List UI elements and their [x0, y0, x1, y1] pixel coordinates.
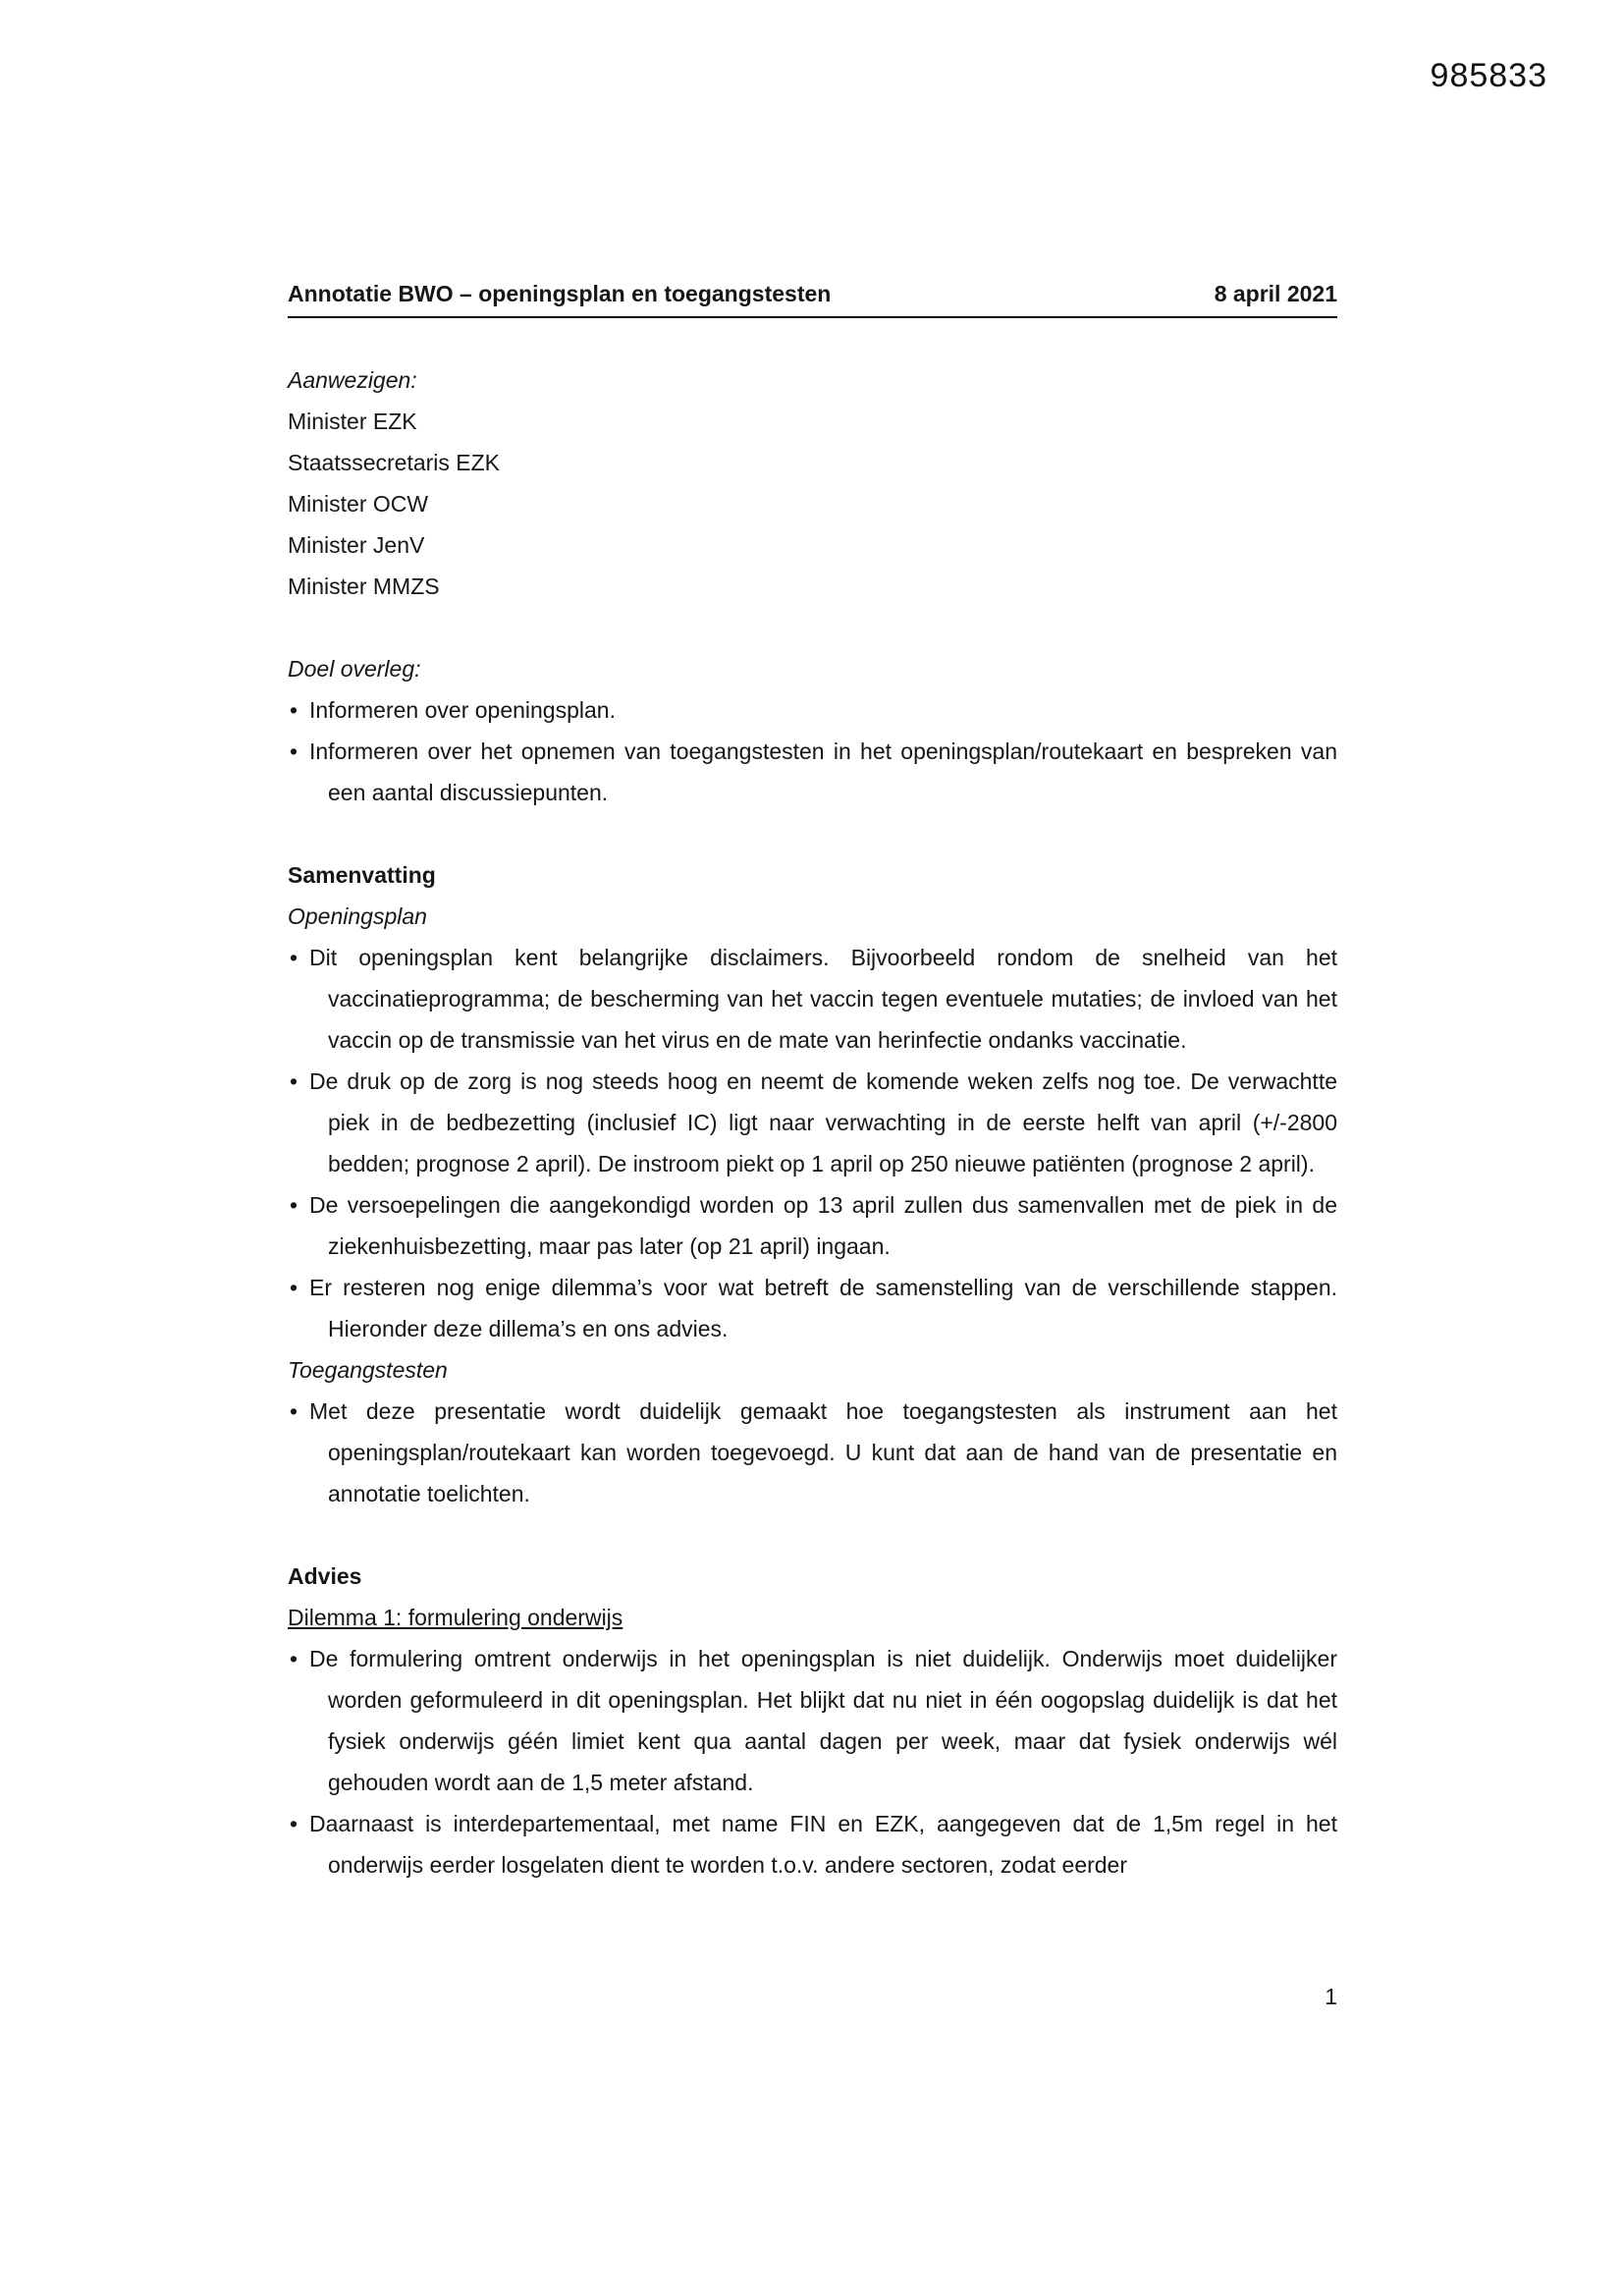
- advice-heading: Advies: [288, 1563, 362, 1589]
- summary-section: [288, 854, 1337, 1514]
- attendee-item: Minister MMZS: [288, 574, 440, 599]
- document-body: [288, 273, 1337, 1886]
- doc-number: 985833: [1430, 57, 1547, 94]
- attendee-item: Minister JenV: [288, 532, 425, 558]
- advice-bullet: • Daarnaast is interdepartementaal, met name FIN en EZK, aangegeven dat de 1,5m regel in het onderwijs eerder losgelaten dient te worden t.o.v. andere sectoren, zodat eerder: [288, 1803, 1337, 1886]
- attendee-item: Minister EZK: [288, 409, 417, 434]
- doc-date: 8 april 2021: [1214, 281, 1337, 306]
- attendee-item: Minister OCW: [288, 491, 429, 517]
- goal-label: Doel overleg:: [288, 656, 421, 682]
- goal-bullet: • Informeren over het opnemen van toegangstesten in het openingsplan/routekaart en bespreken van een aantal discussiepunten.: [288, 731, 1337, 813]
- openingsplan-label: Openingsplan: [288, 903, 427, 929]
- summary-bullet: • Met deze presentatie wordt duidelijk gemaakt hoe toegangstesten als instrument aan het openingsplan/routekaart kan worden toegevoegd. U kunt dat aan de hand van de presentatie en annotatie toelichten.: [288, 1391, 1337, 1514]
- dilemma-heading: Dilemma 1: formulering onderwijs: [288, 1605, 623, 1630]
- page-number: 1: [1325, 1984, 1337, 2009]
- advice-bullet: • De formulering omtrent onderwijs in het openingsplan is niet duidelijk. Onderwijs moet duidelijker worden geformuleerd in dit openingsplan. Het blijkt dat nu niet in één oogopslag duidelijk is dat het fysiek onderwijs géén limiet kent qua aantal dagen per week, maar dat fysiek onderwijs wél gehouden wordt aan de 1,5 meter afstand.: [288, 1638, 1337, 1803]
- summary-bullet: • Er resteren nog enige dilemma’s voor wat betreft de samenstelling van de verschillende stappen. Hieronder deze dillema’s en ons advies.: [288, 1267, 1337, 1349]
- summary-bullet: • De druk op de zorg is nog steeds hoog en neemt de komende weken zelfs nog toe. De verwachtte piek in de bedbezetting (inclusief IC) ligt naar verwachting in de eerste helft van april (+/-2800 bedden; prognose 2 april). De instroom piekt op 1 april op 250 nieuwe patiënten (prognose 2 april).: [288, 1061, 1337, 1184]
- goal-bullet: • Informeren over openingsplan.: [288, 689, 1337, 731]
- toegangstesten-label: Toegangstesten: [288, 1357, 448, 1383]
- attendees-section: [288, 359, 1337, 607]
- advice-section: [288, 1556, 1337, 1886]
- attendee-item: Staatssecretaris EZK: [288, 450, 501, 475]
- summary-bullet: • Dit openingsplan kent belangrijke disclaimers. Bijvoorbeeld rondom de snelheid van het vaccinatieprogramma; de bescherming van het vaccin tegen eventuele mutaties; de invloed van het vaccin op de transmissie van het virus en de mate van herinfectie ondanks vaccinatie.: [288, 937, 1337, 1061]
- title-row: [288, 273, 1337, 318]
- summary-heading: Samenvatting: [288, 862, 436, 888]
- doc-title: Annotatie BWO – openingsplan en toegangstesten: [288, 281, 832, 306]
- goal-section: [288, 648, 1337, 813]
- attendees-label: Aanwezigen:: [288, 367, 417, 393]
- summary-bullet: • De versoepelingen die aangekondigd worden op 13 april zullen dus samenvallen met de piek in de ziekenhuisbezetting, maar pas later (op 21 april) ingaan.: [288, 1184, 1337, 1267]
